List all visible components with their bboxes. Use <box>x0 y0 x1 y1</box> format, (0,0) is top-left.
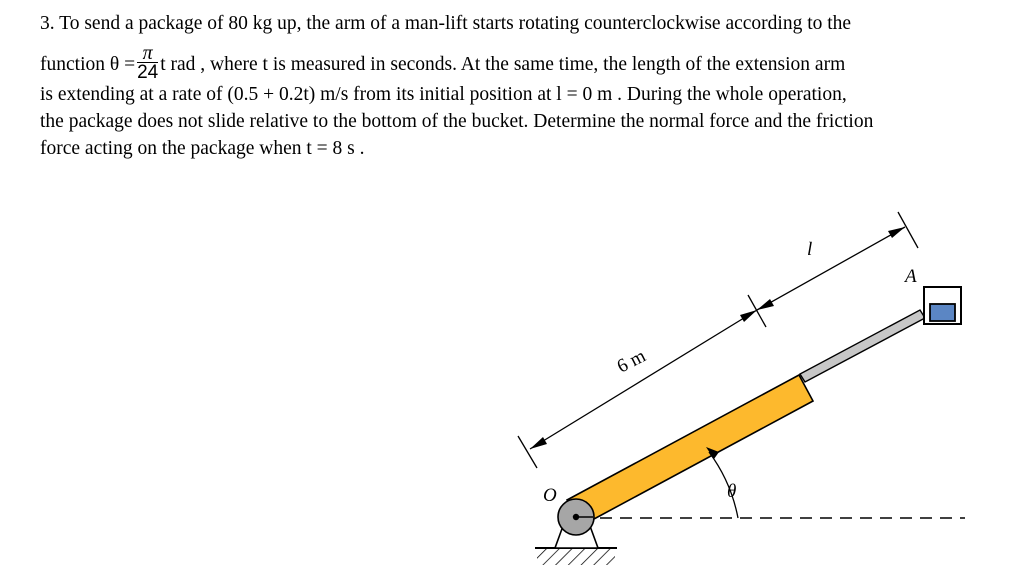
label-o: O <box>543 485 557 506</box>
problem-line-4: the package does not slide relative to the bottom of the bucket. Determine the normal force and the friction <box>40 111 874 132</box>
problem-line-3: is extending at a rate of (0.5 + 0.2t) m/s from its initial position at l = 0 m . During the whole operation, <box>40 84 847 105</box>
dimension-6m-arrow-end <box>740 310 757 322</box>
problem-number: 3. <box>40 13 55 34</box>
dimension-l <box>748 212 918 327</box>
main-arm <box>567 375 813 526</box>
problem-text-line-2-start: function θ = <box>40 53 136 75</box>
dimension-l-line <box>757 227 905 310</box>
label-l: l <box>807 239 813 260</box>
dimension-6m-arrow-start <box>530 437 547 449</box>
extension-arm <box>800 310 925 382</box>
problem-text-line-2-end: t rad , where t is measured in seconds. At the same time, the length of the extension arm <box>160 53 846 75</box>
label-theta: θ <box>727 481 737 502</box>
problem-text-line-1: To send a package of 80 kg up, the arm of a man-lift starts rotating counterclockwise according to the <box>59 13 852 34</box>
label-6m: 6 m <box>613 345 650 378</box>
pivot-pin <box>558 499 594 535</box>
ground-hatch <box>537 549 615 565</box>
fraction-denominator: 24 <box>137 62 159 83</box>
fraction-numerator: π <box>137 44 158 63</box>
dimension-6m-tick-start <box>518 436 537 468</box>
label-a: A <box>905 266 917 287</box>
dimension-l-arrow-start <box>757 299 774 310</box>
bucket <box>924 287 961 324</box>
dimension-l-tick-middle <box>748 295 766 327</box>
problem-line-5: force acting on the package when t = 8 s . <box>40 138 365 159</box>
dimension-l-arrow-end <box>888 227 905 238</box>
package <box>930 304 955 321</box>
